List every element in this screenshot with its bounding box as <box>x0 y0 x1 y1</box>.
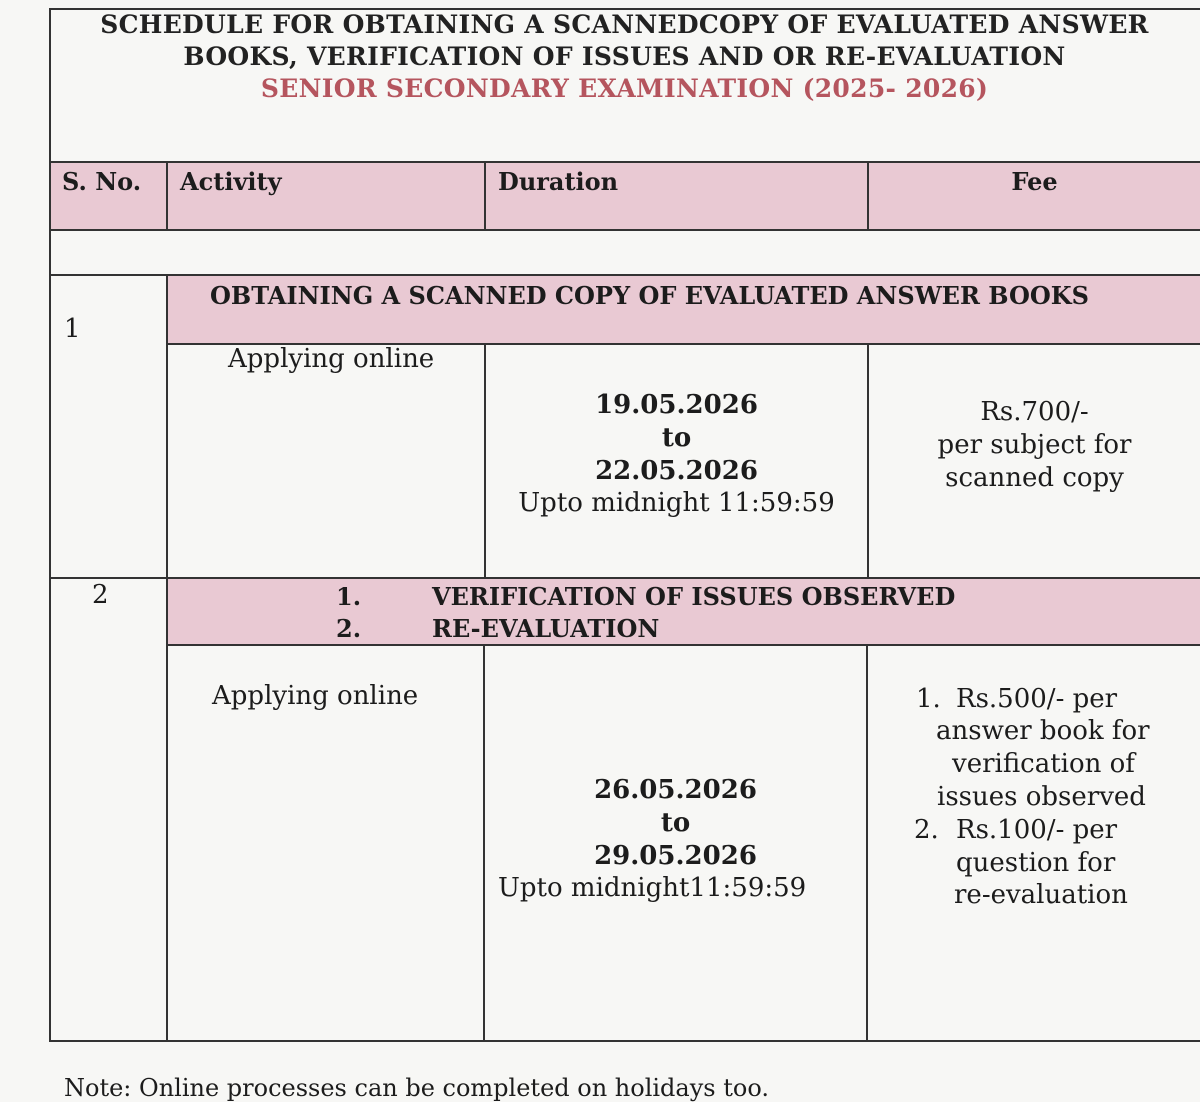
row2-duration-to-word: to <box>660 808 691 838</box>
subtitle: SENIOR SECONDARY EXAMINATION (2025- 2026) <box>260 74 989 103</box>
row2-fee-num-1: 1. <box>916 684 941 714</box>
row2-section-item-2: RE-EVALUATION <box>432 614 660 643</box>
row2-fee-1-line-3: verification of <box>952 749 1135 779</box>
row2-duration-to: 29.05.2026 <box>594 841 757 871</box>
row2-fee-2-line-1: Rs.100/- per <box>956 815 1118 845</box>
row2-fee-1-line-2: answer book for <box>936 716 1150 746</box>
row2-fee-2-line-3: re-evaluation <box>954 880 1128 910</box>
row2-section-num-1: 1. <box>336 582 362 611</box>
header-sno: S. No. <box>62 167 142 196</box>
row1-duration-to-word: to <box>661 423 692 453</box>
row1-duration-to: 22.05.2026 <box>595 456 758 486</box>
title-line-1: SCHEDULE FOR OBTAINING A SCANNEDCOPY OF EVALUATED ANSWER <box>100 10 1149 39</box>
footer-note: Note: Online processes can be completed on holidays too. <box>64 1074 769 1102</box>
row2-section-item-1: VERIFICATION OF ISSUES OBSERVED <box>432 582 956 611</box>
row1-fee-line-3: scanned copy <box>945 463 1124 493</box>
header-duration: Duration <box>498 167 619 196</box>
row2-fee-2-line-2: question for <box>956 848 1116 878</box>
row2-section-num-2: 2. <box>336 614 362 643</box>
header-activity: Activity <box>180 167 282 196</box>
title-line-2: BOOKS, VERIFICATION OF ISSUES AND OR RE-EVALUATION <box>183 42 1066 71</box>
row1-duration-note: Upto midnight 11:59:59 <box>518 488 835 518</box>
row1-activity: Applying online <box>228 344 435 374</box>
row2-fee-1-line-4: issues observed <box>937 782 1146 812</box>
header-fee: Fee <box>1011 167 1058 196</box>
row1-duration-from: 19.05.2026 <box>595 390 758 420</box>
row2-fee-num-2: 2. <box>914 815 939 845</box>
row1-fee-line-2: per subject for <box>937 430 1132 460</box>
row2-sno: 2 <box>92 580 109 610</box>
row1-fee-line-1: Rs.700/- <box>980 397 1089 427</box>
row2-duration-note: Upto midnight11:59:59 <box>498 873 807 903</box>
row2-duration-from: 26.05.2026 <box>594 775 757 805</box>
row1-section-title: OBTAINING A SCANNED COPY OF EVALUATED ANSWER BOOKS <box>210 281 1089 310</box>
row1-sno: 1 <box>64 314 81 344</box>
row2-activity: Applying online <box>212 681 419 711</box>
row2-fee-1-line-1: Rs.500/- per <box>956 684 1118 714</box>
